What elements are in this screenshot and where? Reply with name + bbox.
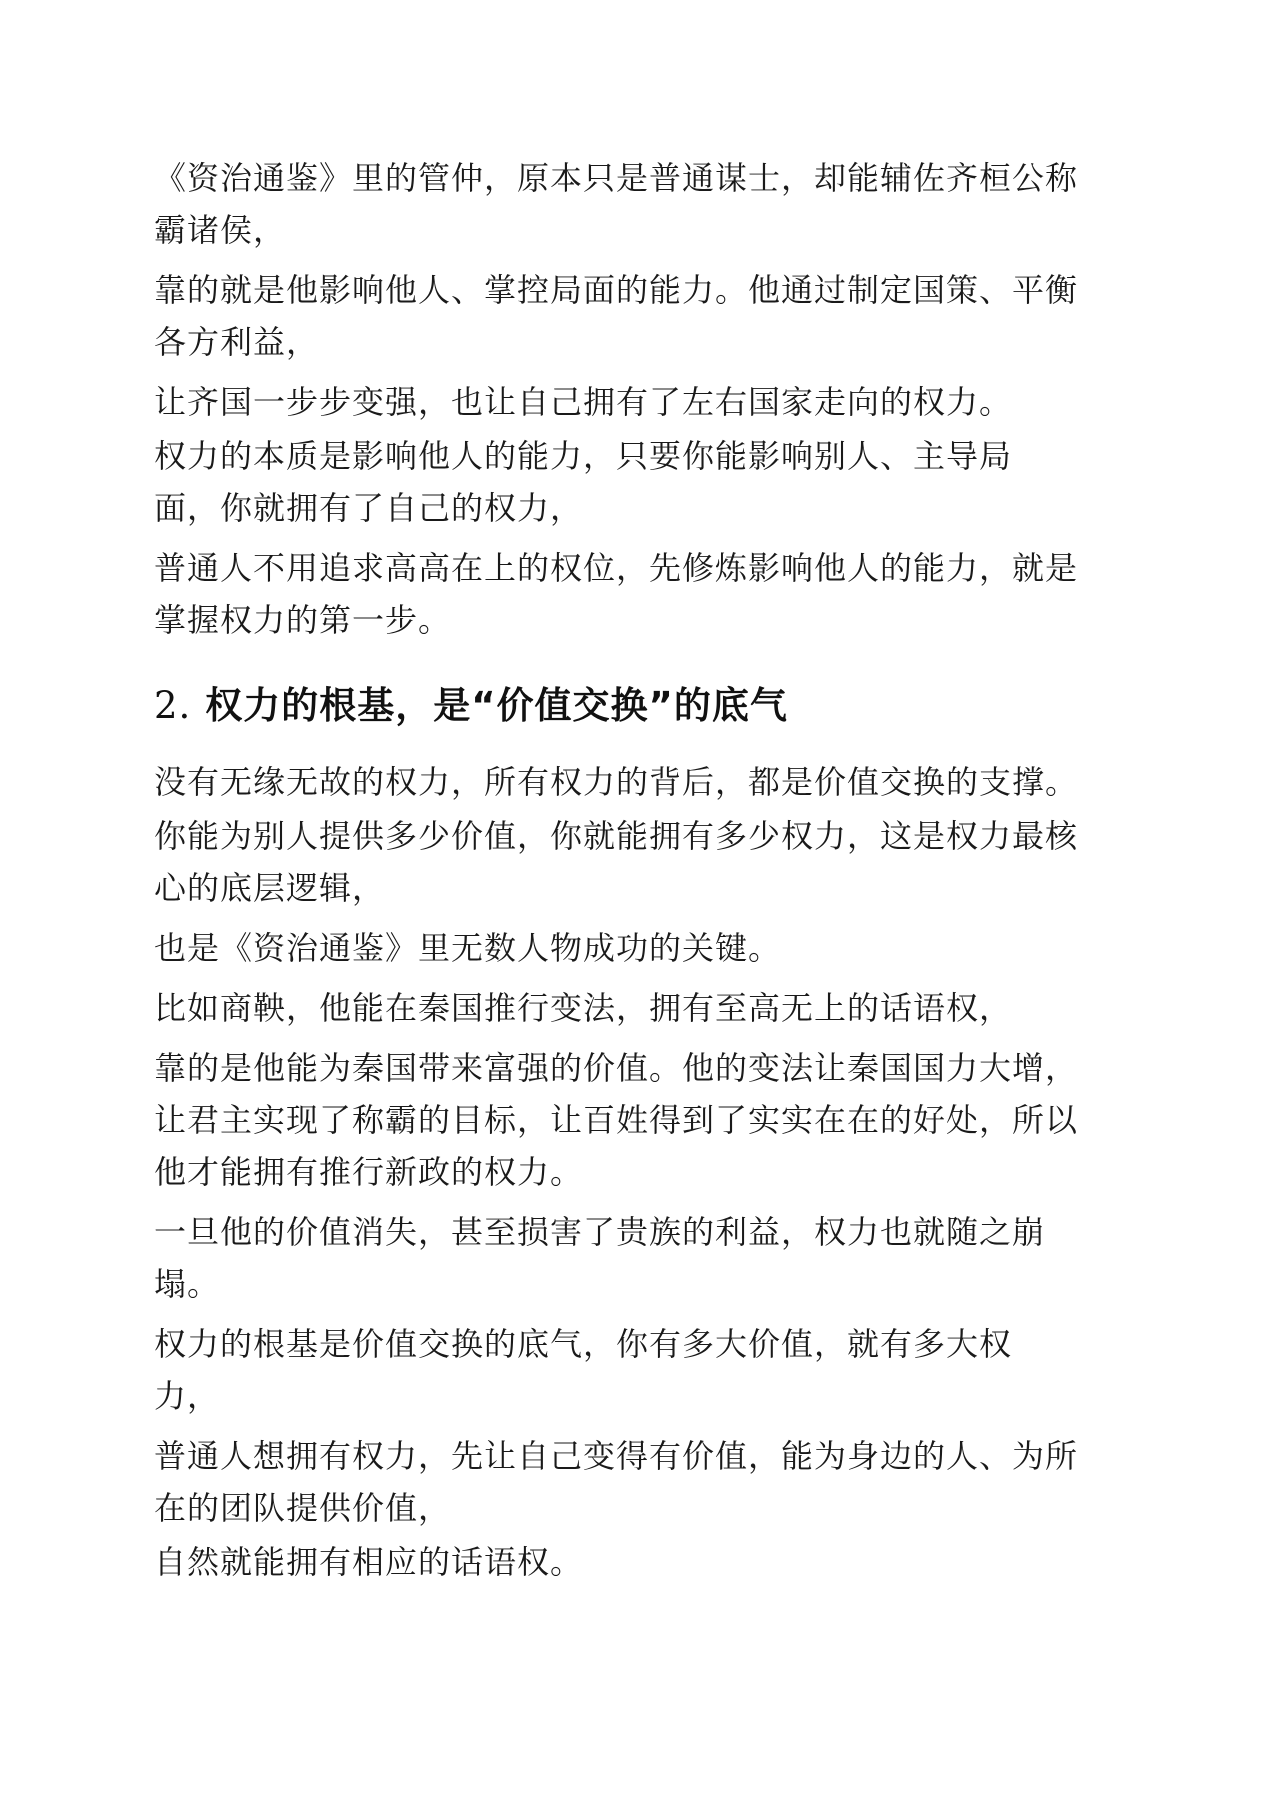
paragraph-become-valuable: 普通人想拥有权力，先让自己变得有价值，能为身边的人、为所 在的团队提供价值， xyxy=(154,1437,1079,1527)
paragraph-success-key: 也是《资治通鉴》里无数人物成功的关键。 xyxy=(154,929,782,967)
section-title: 权力的根基，是“价值交换”的底气 xyxy=(205,684,788,727)
paragraph-qi-stronger: 让齐国一步步变强，也让自己拥有了左右国家走向的权力。 xyxy=(154,383,1013,421)
section-heading xyxy=(154,680,1114,732)
paragraph-first-step: 普通人不用追求高高在上的权位，先修炼影响他人的能力，就是 掌握权力的第一步。 xyxy=(154,549,1079,639)
paragraph-voice: 自然就能拥有相应的话语权。 xyxy=(154,1543,584,1581)
paragraph-value-exchange: 没有无缘无故的权力，所有权力的背后，都是价值交换的支撑。 xyxy=(154,763,1079,801)
paragraph-core-logic: 你能为别人提供多少价值，你就能拥有多少权力，这是权力最核 心的底层逻辑， xyxy=(154,817,1079,907)
section-number: 2. xyxy=(154,684,192,727)
paragraph-power-essence: 权力的本质是影响他人的能力，只要你能影响别人、主导局 面，你就拥有了自己的权力， xyxy=(154,437,1013,527)
document-body xyxy=(154,152,1114,1588)
paragraph-influence-ability: 靠的就是他影响他人、掌控局面的能力。他通过制定国策、平衡 各方利益， xyxy=(154,271,1079,361)
paragraph-guanzhong-intro: 《资治通鉴》里的管仲，原本只是普通谋士，却能辅佐齐桓公称 霸诸侯， xyxy=(154,159,1079,249)
paragraph-power-foundation: 权力的根基是价值交换的底气，你有多大价值，就有多大权 力， xyxy=(154,1325,1013,1415)
paragraph-reform-value: 靠的是他能为秦国带来富强的价值。他的变法让秦国国力大增， 让君主实现了称霸的目标，让百姓得到了实实在在的好处，所以 他才能拥有推行新政的权力。 xyxy=(154,1049,1079,1191)
paragraph-shang-yang: 比如商鞅，他能在秦国推行变法，拥有至高无上的话语权， xyxy=(154,989,1013,1027)
paragraph-power-collapse: 一旦他的价值消失，甚至损害了贵族的利益，权力也就随之崩 塌。 xyxy=(154,1213,1046,1303)
